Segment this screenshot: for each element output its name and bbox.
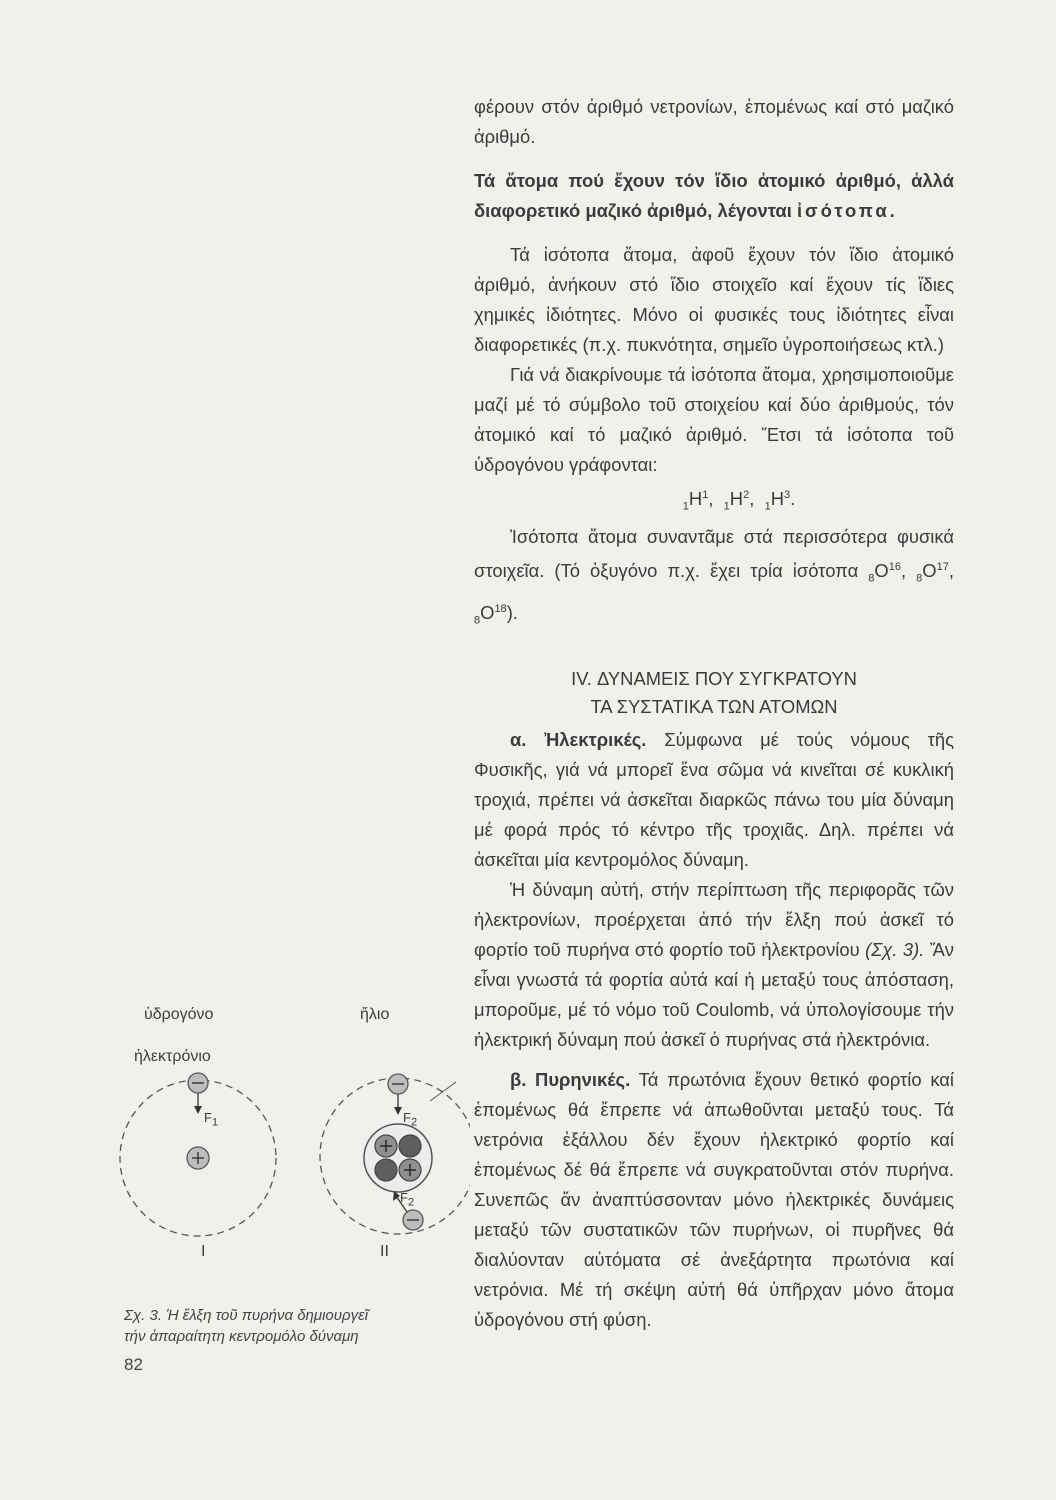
isotope-definition-text: Τά ἄτομα πού ἔχουν τόν ἴδιο ἀτομικό ἀριθμό, ἀλλά διαφορετικό μαζικό ἀριθμό, λέγονται bbox=[474, 170, 954, 221]
figure-caption: Σχ. 3. Ἡ ἕλξη τοῦ πυρήνα δημιουργεῖ τήν ἀπαραίτητη κεντρομόλο δύναμη bbox=[124, 1307, 369, 1345]
force-arrow-f1 bbox=[194, 1093, 202, 1114]
roman-numeral-1: I bbox=[201, 1243, 206, 1260]
paragraph-nuclear-forces: β. Πυρηνικές. Τά πρωτόνια ἔχουν θετικό φορτίο καί ἑπομένως θά ἔπρεπε νά ἀπωθοῦνται μεταξύ τους. Τά νετρόνια ἐξάλλου δέν ἔχουν ἠλεκτρικό φορτίο καί ἑπομένως δέ θά ἔπρεπε νά συγκρατοῦνται στόν πυρήνα. Συνεπῶς ἄν ἀναπτύσσονταν μόνο ἠλεκτρικές δυνάμεις μεταξύ τῶν συστατικῶν τῶν πυρήνων, οἱ πυρῆνες θά διαλύονταν αὐτόματα σέ ἀνεξάρτητα πρωτόνια καί νετρόνια. Μέ τή σκέψη αὐτή θά ὑπῆρχαν μόνο ἄτομα ὑδρογόνου στή φύση. bbox=[474, 1069, 955, 1331]
hydrogen-isotope-2: $_1H^2$ bbox=[723, 488, 750, 513]
pointer-line bbox=[430, 1082, 456, 1101]
page-number: 82 bbox=[124, 1355, 143, 1374]
electric-forces-title: α. Ἠλεκτρικές. bbox=[510, 729, 647, 751]
hydrogen-isotopes-formula: $_1H^1$, $_1H^2$, $_1H^3$. bbox=[682, 488, 796, 513]
force-label-f2-top: $F_2$ bbox=[403, 1110, 418, 1129]
main-text-column bbox=[474, 92, 954, 1335]
helium-nucleus bbox=[364, 1124, 432, 1192]
hydrogen-proton bbox=[187, 1147, 209, 1169]
helium-electron-top bbox=[388, 1074, 408, 1094]
isotope-term: ἰσότοπα bbox=[796, 200, 890, 221]
figure-reference: (Σχ. 3). bbox=[865, 939, 925, 961]
force-arrow-f2-top bbox=[394, 1094, 402, 1115]
label-electron: ἠλεκτρόνιο bbox=[134, 1048, 211, 1065]
isotope-definition-end: . bbox=[889, 200, 895, 221]
paragraph-centripetal-origin: Ἡ δύναμη αὐτή, στήν περίπτωση τῆς περιφορᾶς τῶν ἠλεκτρονίων, προέρχεται ἀπό τήν ἕλξη πού ἀσκεῖ τό φορτίο τοῦ πυρήνα στό φορτίο τοῦ ἠλεκτρονίου (Σχ. 3). Ἄν εἶναι γνωστά τά φορτία αὐτά καί ἡ μεταξύ τους ἀπόσταση, μποροῦμε, μέ τό νόμο τοῦ Coulomb, νά ὑπολογίσουμε τήν ἠλεκτρική δύναμη πού ἀσκεῖ ὁ πυρήνας στά ἠλεκτρόνια. bbox=[474, 879, 954, 1051]
paragraph-isotopes-in-nature: Ἰσότοπα ἄτομα συναντᾶμε στά περισσότερα φυσικά στοιχεῖα. (Τό ὀξυγόνο π.χ. ἔχει τρία ἰσότοπα $_8O^{16}$, $_8O^{17}$, $_8O^{18}$). bbox=[474, 525, 954, 627]
label-helium: ἤλιο bbox=[360, 1006, 390, 1023]
hydrogen-isotope-1: $_1H^1$ bbox=[682, 488, 709, 513]
force-label-f1: $F_1$ bbox=[204, 1110, 219, 1129]
hydrogen-isotope-3: $_1H^3$ bbox=[764, 488, 791, 513]
label-hydrogen: ὑδρογόνο bbox=[144, 1006, 214, 1023]
oxygen-isotope-3: $_8O^{18}$ bbox=[474, 601, 507, 627]
isotope-definition bbox=[474, 166, 954, 226]
paragraph-isotope-notation: Γιά νά διακρίνουμε τά ἰσότοπα ἄτομα, χρησιμοποιοῦμε μαζί μέ τό σύμβολο τοῦ στοιχείου καί δύο ἀριθμούς, τόν ἀτομικό καί τό μαζικό ἀριθμό. Ἔτσι τά ἰσότοπα τοῦ ὑδρογόνου γράφονται: bbox=[474, 364, 954, 475]
helium-electron-bottom bbox=[403, 1210, 423, 1230]
nuclear-forces-title: β. Πυρηνικές. bbox=[510, 1069, 631, 1091]
force-label-f2-bottom: $F_2$ bbox=[400, 1190, 415, 1209]
neutron-2 bbox=[375, 1159, 397, 1181]
paragraph-isotope-properties: Τά ἰσότοπα ἄτομα, ἀφοῦ ἔχουν τόν ἴδιο ἀτομικό ἀριθμό, ἀνήκουν στό ἴδιο στοιχεῖο καί ἔχουν τίς ἴδιες χημικές ἰδιότητες. Μόνο οἱ φυσικές τους ἰδιότητες εἶναι διαφορετικές (π.χ. πυκνότητα, σημεῖο ὑγροποιήσεως κτλ.) bbox=[474, 244, 954, 355]
roman-numeral-2: II bbox=[380, 1243, 389, 1260]
paragraph-mass-number: φέρουν στόν ἀριθμό νετρονίων, ἑπομένως καί στό μαζικό ἀριθμό. bbox=[474, 96, 954, 147]
paragraph-electric-forces: α. Ἠλεκτρικές. Σύμφωνα μέ τούς νόμους τῆς Φυσικῆς, γιά νά μπορεῖ ἕνα σῶμα νά κινεῖται σέ κυκλική τροχιά, πρέπει νά ἀσκεῖται διαρκῶς πάνω του μία δύναμη μέ φορά πρός τό κέντρο τῆς τροχιᾶς. Δηλ. πρέπει νά ἀσκεῖται μία κεντρομόλος δύναμη. bbox=[474, 729, 954, 871]
neutron-1 bbox=[399, 1135, 421, 1157]
figure-atoms bbox=[110, 998, 470, 1348]
oxygen-isotope-2: $_8O^{17}$ bbox=[916, 559, 949, 585]
section-heading: IV. ΔΥΝΑΜΕΙΣ ΠΟΥ ΣΥΓΚΡΑΤΟΥΝ ΤΑ ΣΥΣΤΑΤΙΚΑ ΤΩΝ ΑΤΟΜΩΝ bbox=[571, 668, 857, 718]
hydrogen-electron bbox=[188, 1073, 208, 1093]
oxygen-isotope-1: $_8O^{16}$ bbox=[868, 559, 901, 585]
